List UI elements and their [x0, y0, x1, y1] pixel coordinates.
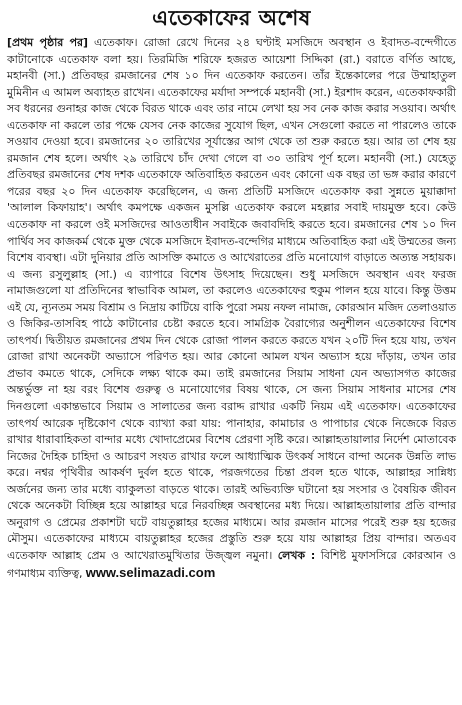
author-label: লেখক :	[277, 548, 316, 562]
article-body	[7, 35, 456, 582]
author-website-link[interactable]: www.selimazadi.com	[85, 564, 216, 580]
article-body-text: এতেকাফ। রোজা রেখে দিনের ২৪ ঘণ্টাই মসজিদে অবস্থান ও ইবাদত-বন্দেগীতে কাটানোকে এতেকাফ বলা হয়। তিরমিজি শরিফে হজরত আয়েশা সিদ্দিকা (রা.) বরাতে বর্ণিত আছে, মহানবী (সা.) প্রতিবছর রমজানের শেষ ১০ দিন এতেকাফ করতেন। তাঁর ইন্তেকালের পরে উম্মাহাতুল মুমিনীন এ আমল অব্যাহত রাখেন। এতেকাফের মর্যাদা সম্পর্কে মহানবী (সা.) ইরশাদ করেন, এতেকাফকারী সব ধরনের গুনাহর কাজ থেকে বিরত থাকে এবং তার নামে লেখা হয় সব নেক কাজ করার সওয়াব। অর্থাৎ এতেকাফ না করলে তার পক্ষে যেসব নেক কাজের সুযোগ ছিল, এখন সেগুলো করতে না পারলেও তাকে সওয়াব দেওয়া হবে। রমজানের ২০ তারিখের সূর্যাস্তের আগ থেকে তা শুরু করতে হয়। আর তা শেষ হয় রমজান শেষ হলে। অর্থাৎ ২৯ তারিখে চাঁদ দেখা গেলে বা ৩০ তারিখ পূর্ণ হলে। মহানবী (সা.) যেহেতু প্রতিবছর রমজানের শেষ দশক এতেকাফে অতিবাহিত করতেন এবং কোনো এক বছর তা ভঙ্গ করার কারণে পরের বছর ২০ দিন এতেকাফ করেছিলেন, এ জন্য প্রতিটি মসজিদে এতেকাফ করা সুন্নতে মুয়াক্কাদা 'আলাল কিফায়াহ'। অর্থাৎ কমপক্ষে একজন মুসল্লি এতেকাফ করলে মহল্লার সবাই দায়মুক্ত হবে। কেউ এতেকাফ না করলে ওই মসজিদের আওতাধীন সবাইকে জবাবদিহি করতে হবে। রমজানের শেষ ১০ দিন পার্থিব সব কাজকর্ম থেকে মুক্ত থেকে মসজিদে ইবাদত-বন্দেগির মাধ্যমে অতিবাহিত করা এই উম্মতের জন্য বিশেষ ব্যবস্থা। এটা দুনিয়ার প্রতি আসক্তি কমাতে ও আখেরাতের প্রতি মনোযোগ বাড়াতে অত্যন্ত সহায়ক। এ জন্য রসুলুল্লাহ (সা.) এ ব্যাপারে বিশেষ উৎসাহ দিয়েছেন। শুধু মসজিদে অবস্থান এবং ফরজ নামাজগুলো যা প্রতিদিনের স্বাভাবিক আমল, তা করলেও এতেকাফের হুকুম পালন হয়ে যাবে। কিন্তু উত্তম এই যে, ন্যূনতম সময় বিশ্রাম ও নিদ্রায় কাটিয়ে বাকি পুরো সময় নফল নামাজ, কোরআন মজিদ তেলাওয়াত ও জিকির-তাসবিহ পাঠে কাটানোর চেষ্টা করতে হবে। সামগ্রিক বৈরাগ্যের অনুশীলন এতেকাফের বিশেষ তাৎপর্য। দ্বিতীয়ত রমজানের প্রথম দিন থেকে রোজা পালন করতে করতে যখন ২০টি দিন হয়ে যায়, তখন রোজা রাখা অনেকটা অভ্যাসে পরিণত হয়। আর কোনো আমল যখন অভ্যাস হয়ে দাঁড়ায়, তখন তার প্রভাব কমতে থাকে, সেদিকে লক্ষ্য থাকে কম। তাই রমজানের সিয়াম সাধনা যেন অভ্যাসগত কাজের অন্তর্ভুক্ত না হয় বরং বিশেষ গুরুত্ব ও মনোযোগের বিষয় থাকে, সে জন্য সিয়াম সাধনার মাসের শেষ দিনগুলো একান্তভাবে সিয়াম ও সালাতের জন্য বরাদ্দ রাখার একটি নিয়ম এই এতেকাফ। এতেকাফের তাৎপর্য আরেক দৃষ্টিকোণ থেকে ব্যাখ্যা করা যায়: পানাহার, কামাচার ও পাপাচার থেকে নিজেকে বিরত রাখার ধারাবাহিকতা বান্দার মধ্যে খোদাপ্রেমের বিশেষ প্রেরণা সৃষ্টি করে। আল্লাহতায়ালার নির্দেশ মোতাবেক নিজের দৈহিক চাহিদা ও আচরণ সংযত রাখার ফলে আধ্যাত্মিক উৎকর্ষ সাধনে বান্দা অনেক উন্নতি লাভ করে। নশ্বর পৃথিবীর আকর্ষণ দুর্বল হতে থাকে, পরজগতের চিন্তা প্রবল হতে থাকে, আল্লাহর সান্নিধ্য অর্জনের জন্য তার মধ্যে ব্যাকুলতা বাড়তে থাকে। তারই অভিব্যক্তি ঘটানো হয় সংসার ও বৈষয়িক জীবন থেকে অনেকটা বিচ্ছিন্ন হয়ে আল্লাহর ঘরে নিরবচ্ছিন্ন অবস্থানের মধ্য দিয়ে। আল্লাহতায়ালার প্রতি বান্দার অনুরাগ ও প্রেমের প্রকাশটা ঘটে বায়তুল্লাহর হজের মাধ্যমে। আর রমজান মাসের পরেই শুরু হয় হজের মৌসুম। এতেকাফের মাধ্যমে বায়তুল্লাহর হজের প্রস্তুতি শুরু হয়ে যায় আল্লাহর প্রিয় বান্দার। অতএব এতেকাফ আল্লাহ প্রেম ও আখেরাতমুখিতার উজ্জ্বল নমুনা।	[7, 36, 456, 562]
article-headline: এতেকাফের অশেষ	[152, 6, 311, 30]
continuation-label: [প্রথম পৃষ্ঠার পর]	[7, 36, 88, 49]
author-description: বিশিষ্ট মুফাসসিরে কোরআন ও গণমাধ্যম ব্যক্তিত্ব,	[7, 548, 456, 580]
